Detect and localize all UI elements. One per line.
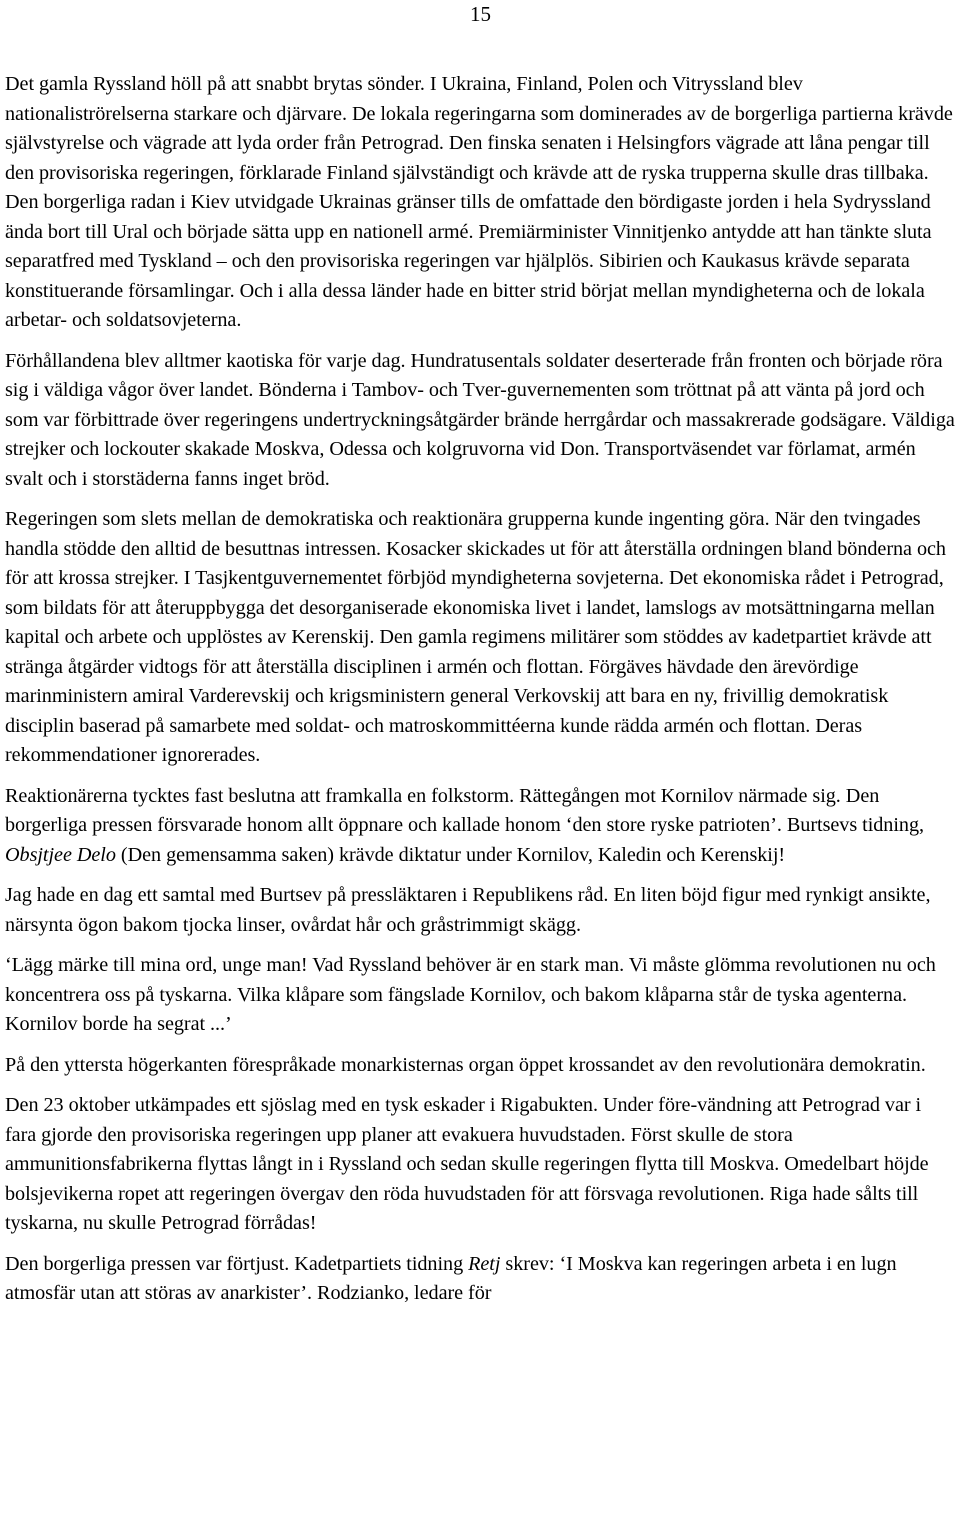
paragraph-bourgeois-press-text-before: Den borgerliga pressen var förtjust. Kadetpartiets tidning: [5, 1252, 469, 1275]
paragraph-burtsev-quote: ‘Lägg märke till mina ord, unge man! Vad Ryssland behöver är en stark man. Vi måste glömma revolutionen nu och koncentrera oss på tyskarna. Vilka klåpare som fängslade Kornilov, och bakom klåparna står de tyska agenterna. Kornilov borde ha segrat ...’: [5, 954, 936, 1035]
page-number: 15: [470, 2, 491, 26]
paragraph-russia-breaking-apart: Det gamla Ryssland höll på att snabbt brytas sönder. I Ukraina, Finland, Polen och Vitryssland blev nationaliströrelserna starkare och djärvare. De lokala regeringarna som dominerades av de borgerliga partierna krävde självstyrelse och vägrade att lyda order från Petrograd. Den finska senaten i Helsingfors vägrade att låna pengar till den provisoriska regeringen, förklarade Finland självständigt och krävde att de ryska trupperna skulle dras tillbaka. Den borgerliga radan i Kiev utvidgade Ukrainas gränser tills de omfattade den bördigaste jorden i hela Sydryssland ända bort till Ural och började sätta upp en nationell armé. Premiärminister Vinnitjenko antydde att han tänkte sluta separatfred med Tyskland – och den provisoriska regeringen var hjälplös. Sibirien och Kaukasus krävde separata konstituerande församlingar. Och i alla dessa länder hade en bitter strid börjat mellan myndigheterna och de lokala arbetar- och soldatsovjeterna.: [5, 73, 953, 331]
paragraph-reactionaries-text-before: Reaktionärerna tycktes fast beslutna att framkalla en folkstorm. Rättegången mot Kornilov närmade sig. Den borgerliga pressen försvarade honom allt öppnare och kallade honom ‘den store ryske patrioten’. Burtsevs tidning,: [5, 784, 924, 836]
paragraph-bourgeois-press: [5, 1250, 957, 1309]
paragraph-naval-battle: Den 23 oktober utkämpades ett sjöslag med en tysk eskader i Rigabukten. Under före-vändning att Petrograd var i fara gjorde den provisoriska regeringen upp planer att evakuera huvudstaden. Först skulle de stora ammunitionsfabrikerna flyttas långt in i Ryssland och sedan skulle regeringen flytta till Moskva. Omedelbart höjde bolsjevikerna ropet att regeringen övergav den röda huvudstaden för att försvaga revolutionen. Riga hade sålts till tyskarna, nu skulle Petrograd förrådas!: [5, 1094, 929, 1234]
document-body: [5, 70, 957, 1320]
newspaper-title-obsjtjee-delo: Obsjtjee Delo: [5, 843, 116, 866]
newspaper-title-retj: Retj: [468, 1252, 501, 1275]
paragraph-monarchists: På den yttersta högerkanten förespråkade monarkisternas organ öppet krossandet av den revolutionära demokratin.: [5, 1053, 926, 1076]
paragraph-reactionaries-text-after: (Den gemensamma saken) krävde diktatur under Kornilov, Kaledin och Kerenskij!: [115, 843, 786, 866]
paragraph-chaotic-conditions: Förhållandena blev alltmer kaotiska för varje dag. Hundratusentals soldater deserterade från fronten och började röra sig i väldiga vågor över landet. Bönderna i Tambov- och Tver-guvernementen som tröttnat på att vänta på jord och som var förbittrade över regeringens undertryckningsåtgärder brände herrgårdar och massakrerade godsägare. Väldiga strejker och lockouter skakade Moskva, Odessa och kolgruvorna vid Don. Transportväsendet var förlamat, armén svalt och i storstäderna fanns inget bröd.: [5, 349, 955, 490]
paragraph-reactionaries: [5, 782, 957, 871]
paragraph-burtsev-conversation: Jag hade en dag ett samtal med Burtsev på pressläktaren i Republikens råd. En liten böjd figur med rynkigt ansikte, närsynta ögon bakom tjocka linser, ovårdat hår och gråstrimmigt skägg.: [5, 884, 931, 936]
paragraph-bourgeois-press-text-after: skrev: ‘I Moskva kan regeringen arbeta i en lugn atmosfär utan att störas av anarkister’. Rodzianko, ledare för: [5, 1252, 897, 1304]
paragraph-government-torn: Regeringen som slets mellan de demokratiska och reaktionära grupperna kunde ingenting göra. När den tvingades handla stödde den alltid de besuttnas intressen. Kosacker skickades ut för att återställa ordningen bland bönderna och för att krossa strejker. I Tasjkentguvernementet förbjöd myndigheterna sovjeterna. Det ekonomiska rådet i Petrograd, som bildats för att återuppbygga det desorganiserade ekonomiska livet i landet, lamslogs av motsättningarna mellan kapital och arbete och upplöstes av Kerenskij. Den gamla regimens militärer som stöddes av kadetpartiet krävde att stränga åtgärder vidtogs för att återställa disciplinen i armén och flottan. Förgäves hävdade den ärevördige marinministern amiral Varderevskij och krigsministern general Verkovskij att bara en ny, frivillig demokratisk disciplin baserad på samarbete med soldat- och matroskommittéerna kunde rädda armén och flottan. Deras rekommendationer ignorerades.: [5, 508, 946, 766]
